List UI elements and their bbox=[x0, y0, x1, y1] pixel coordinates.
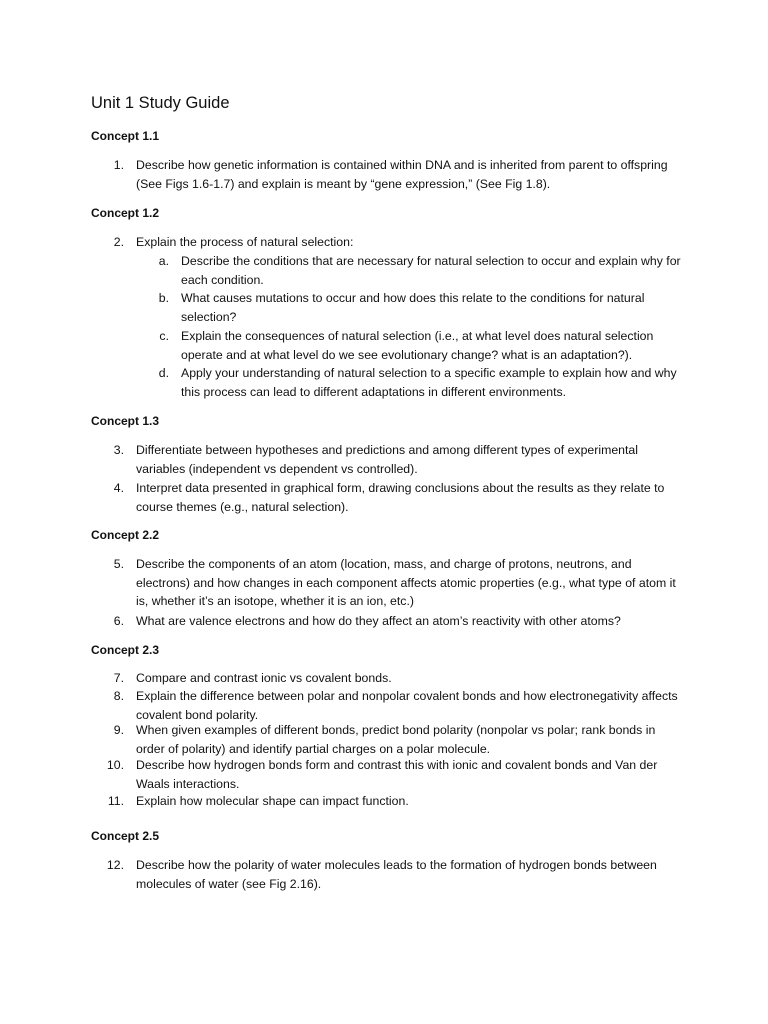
item-text: Describe the conditions that are necessary for natural selection to occur and explain why for each condition. bbox=[181, 254, 681, 287]
section-heading: Concept 1.2 bbox=[91, 206, 160, 220]
item-text: When given examples of different bonds, predict bond polarity (nonpolar vs polar; rank bonds in order of polarity) and identify partial charges on a polar molecule. bbox=[136, 723, 656, 756]
item-text: Explain how molecular shape can impact function. bbox=[136, 794, 409, 808]
section-heading: Concept 2.5 bbox=[91, 829, 160, 843]
item-text: What causes mutations to occur and how does this relate to the conditions for natural selection? bbox=[181, 291, 645, 324]
item-number: 7. bbox=[113, 671, 124, 685]
section-heading: Concept 1.3 bbox=[91, 414, 160, 428]
item-text: Explain the process of natural selection: bbox=[136, 235, 354, 249]
item-number: 9. bbox=[113, 723, 124, 737]
section-heading: Concept 2.3 bbox=[91, 643, 160, 657]
item-letter: d. bbox=[158, 366, 169, 380]
item-text: Apply your understanding of natural selection to a specific example to explain how and why this process can lead to different adaptations in different environments. bbox=[181, 366, 677, 399]
item-text: Explain the consequences of natural selection (i.e., at what level does natural selection operate and at what level do we see evolutionary change? what is an adaptation?). bbox=[181, 329, 654, 362]
item-text: Describe how genetic information is contained within DNA and is inherited from parent to offspring (See Figs 1.6-1.7) and explain is meant by “gene expression,” (See Fig 1.8). bbox=[136, 158, 668, 191]
item-text: Describe how the polarity of water molecules leads to the formation of hydrogen bonds between molecules of water (see Fig 2.16). bbox=[136, 858, 657, 891]
item-letter: b. bbox=[158, 291, 169, 305]
item-text: Compare and contrast ionic vs covalent bonds. bbox=[136, 671, 392, 685]
item-text: What are valence electrons and how do they affect an atom’s reactivity with other atoms? bbox=[136, 614, 621, 628]
item-number: 10. bbox=[106, 758, 124, 772]
item-number: 2. bbox=[113, 235, 124, 249]
item-number: 3. bbox=[113, 443, 124, 457]
item-text: Differentiate between hypotheses and predictions and among different types of experimental variables (independent vs dependent vs controlled). bbox=[136, 443, 638, 476]
item-text: Describe how hydrogen bonds form and contrast this with ionic and covalent bonds and Van der Waals interactions. bbox=[136, 758, 658, 791]
section-heading: Concept 1.1 bbox=[91, 129, 160, 143]
item-letter: c. bbox=[159, 329, 169, 343]
item-letter: a. bbox=[158, 254, 169, 268]
item-number: 4. bbox=[113, 481, 124, 495]
item-text: Explain the difference between polar and nonpolar covalent bonds and how electronegativity affects covalent bond polarity. bbox=[136, 689, 678, 722]
page-title: Unit 1 Study Guide bbox=[91, 94, 230, 112]
item-text: Interpret data presented in graphical form, drawing conclusions about the results as they relate to course themes (e.g., natural selection). bbox=[136, 481, 665, 514]
item-number: 8. bbox=[113, 689, 124, 703]
item-number: 6. bbox=[113, 614, 124, 628]
item-number: 11. bbox=[107, 794, 124, 808]
item-text: Describe the components of an atom (location, mass, and charge of protons, neutrons, and electrons) and how changes in each component affects atomic properties (e.g., what type of atom it is, whether it’s an isotope, whether it is an ion, etc.) bbox=[136, 557, 676, 608]
section-heading: Concept 2.2 bbox=[91, 528, 160, 542]
item-number: 1. bbox=[113, 158, 124, 172]
item-number: 12. bbox=[106, 858, 124, 872]
item-number: 5. bbox=[113, 557, 124, 571]
